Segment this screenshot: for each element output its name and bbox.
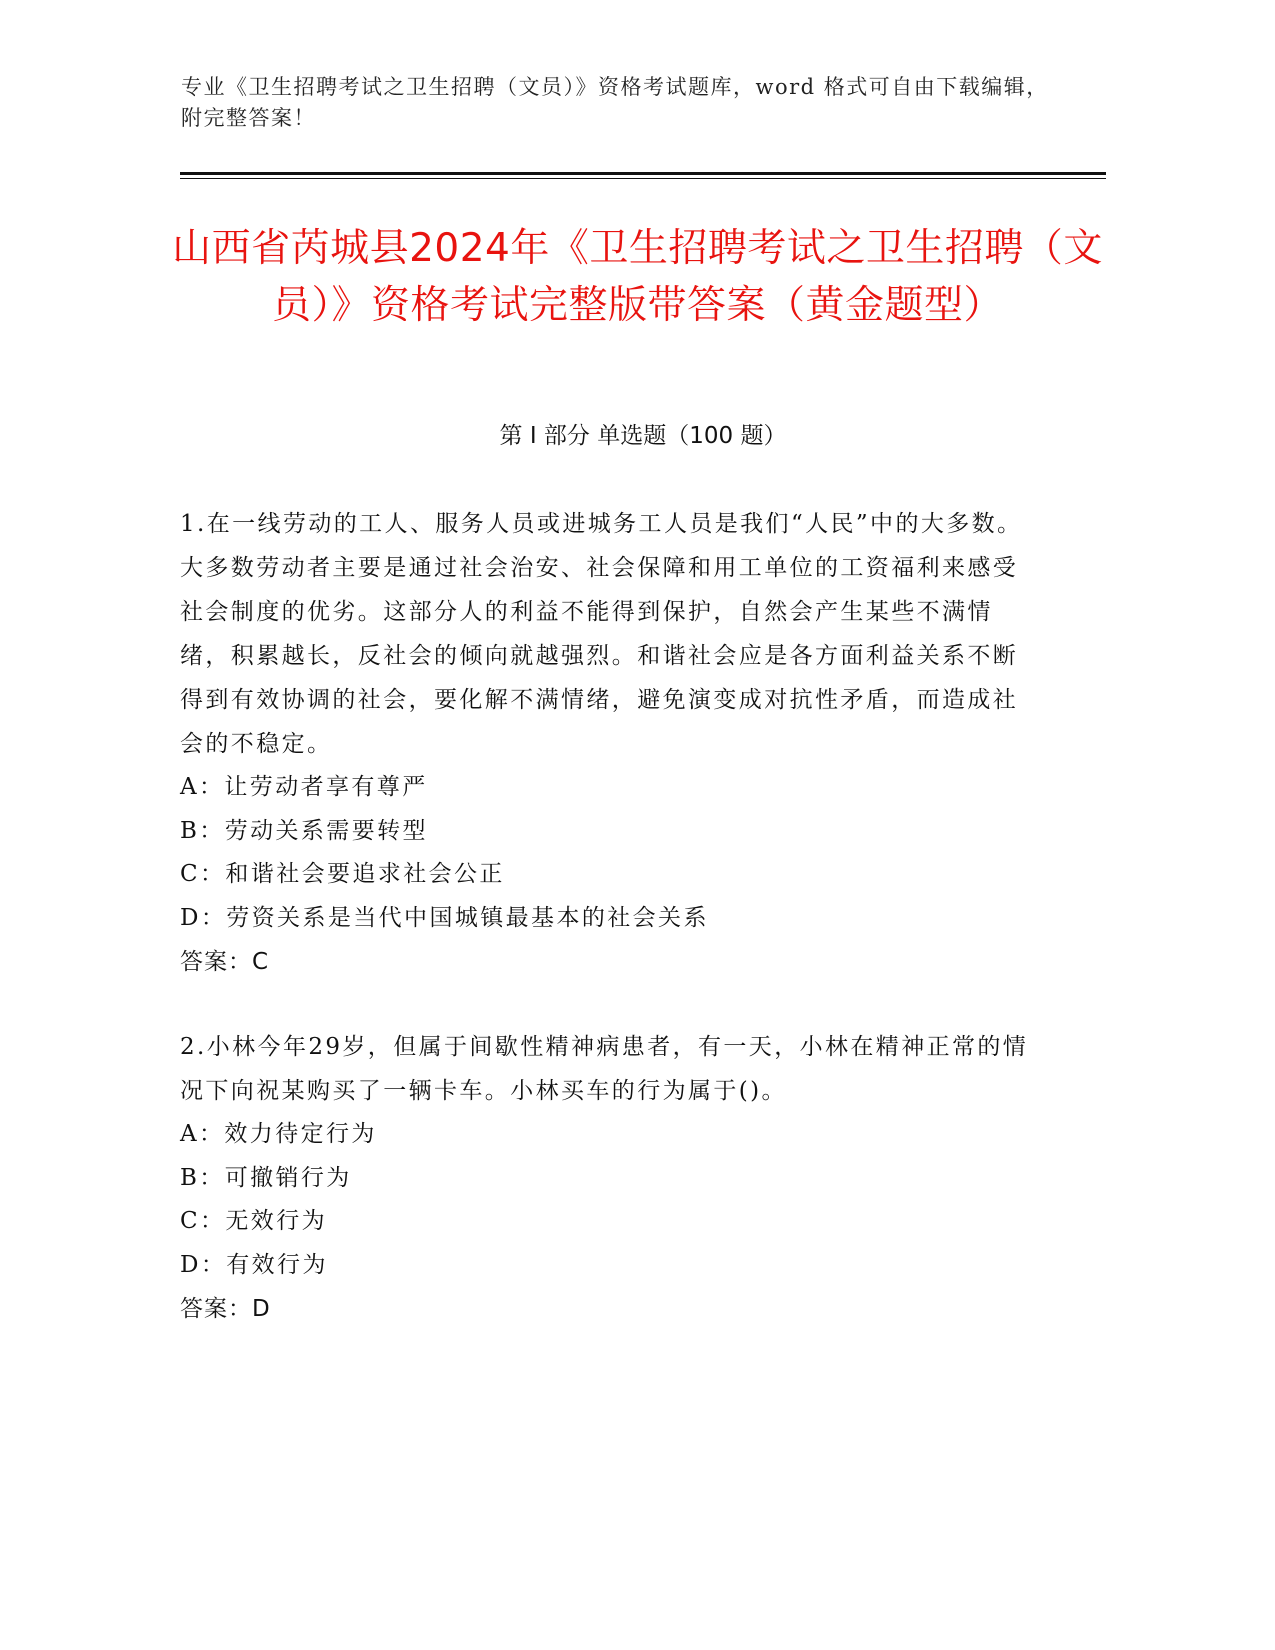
option-a: A：效力待定行为 <box>180 1121 377 1147</box>
answer-line: 答案：D <box>180 1296 271 1322</box>
option-c: C：和谐社会要追求社会公正 <box>180 861 505 887</box>
question-2 <box>180 1025 1030 1331</box>
option-b: B：劳动关系需要转型 <box>180 817 428 844</box>
header-divider-thick <box>180 172 1106 175</box>
header-divider-thin <box>180 178 1106 179</box>
option-c: C：无效行为 <box>180 1208 327 1234</box>
option-d: D：有效行为 <box>180 1251 328 1278</box>
answer-line: 答案：C <box>180 949 270 975</box>
question-1 <box>180 502 1030 984</box>
question-stem: 2.小林今年29岁，但属于间歇性精神病患者，有一天，小林在精神正常的情况下向祝某购买了一辆卡车。小林买车的行为属于()。 <box>180 1034 1029 1104</box>
section-title: 第 I 部分 单选题（100 题） <box>499 423 787 449</box>
question-stem: 1.在一线劳动的工人、服务人员或进城务工人员是我们“人民”中的大多数。大多数劳动者主要是通过社会治安、社会保障和用工单位的工资福利来感受社会制度的优劣。这部分人的利益不能得到保护，自然会产生某些不满情绪，积累越长，反社会的倾向就越强烈。和谐社会应是各方面利益关系不断得到有效协调的社会，要化解不满情绪，避免演变成对抗性矛盾，而造成社会的不稳定。 <box>180 511 1023 757</box>
header-note: 专业《卫生招聘考试之卫生招聘（文员）》资格考试题库，word 格式可自由下载编辑，附完整答案！ <box>181 75 1049 130</box>
option-d: D：劳资关系是当代中国城镇最基本的社会关系 <box>180 904 709 931</box>
document-title: 山西省芮城县2024年《卫生招聘考试之卫生招聘（文员）》资格考试完整版带答案（黄金题型） <box>172 226 1103 328</box>
option-a: A：让劳动者享有尊严 <box>180 774 428 800</box>
option-b: B：可撤销行为 <box>180 1164 352 1191</box>
